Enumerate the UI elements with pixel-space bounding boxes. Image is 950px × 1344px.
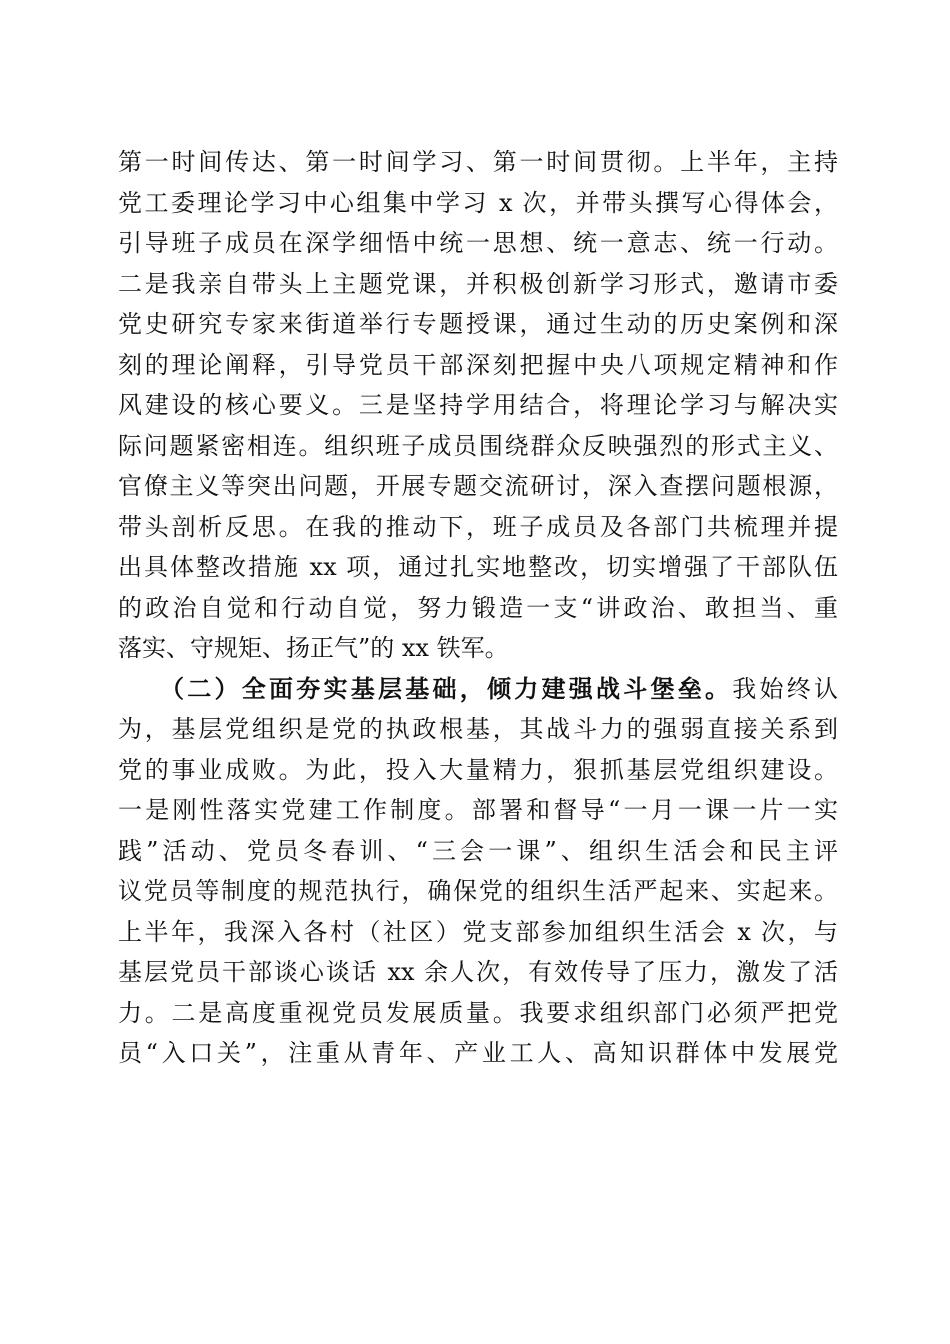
paragraph-line: 为，基层党组织是党的执政根基，其战斗力的强弱直接关系到 <box>118 715 838 743</box>
paragraph-line: 基层党员干部谈心谈话 xx 余人次，有效传导了压力，激发了活 <box>118 958 838 986</box>
paragraph-line: 践”活动、党员冬春训、“三会一课”、组织生活会和民主评 <box>118 836 838 865</box>
paragraph-line: 上半年，我深入各村（社区）党支部参加组织生活会 x 次，与 <box>118 917 838 946</box>
paragraph-line: 官僚主义等突出问题，开展专题交流研讨，深入查摆问题根源， <box>118 472 838 500</box>
paragraph-line: 党史研究专家来街道举行专题授课，通过生动的历史案例和深 <box>118 310 838 338</box>
paragraph-line: 一是刚性落实党建工作制度。部署和督导“一月一课一片一实 <box>118 796 838 824</box>
paragraph-line: 际问题紧密相连。组织班子成员围绕群众反映强烈的形式主义、 <box>118 431 838 460</box>
section-heading-line <box>118 669 838 710</box>
section-heading-continuation: 我始终认 <box>732 674 838 703</box>
section-heading: （二）全面夯实基层基础，倾力建强战斗堡垒。 <box>160 673 733 703</box>
paragraph-line: 员“入口关”，注重从青年、产业工人、高知识群体中发展党 <box>118 1039 838 1067</box>
paragraph-line: 议党员等制度的规范执行，确保党的组织生活严起来、实起来。 <box>118 877 838 905</box>
paragraph-line: 党工委理论学习中心组集中学习 x 次，并带头撰写心得体会， <box>118 188 838 217</box>
paragraph-line: 第一时间传达、第一时间学习、第一时间贯彻。上半年，主持 <box>118 148 838 176</box>
paragraph-line: 落实、守规矩、扬正气”的 xx 铁军。 <box>118 634 509 662</box>
paragraph-line: 刻的理论阐释，引导党员干部深刻把握中央八项规定精神和作 <box>118 350 838 379</box>
paragraph-line: 的政治自觉和行动自觉，努力锻造一支“讲政治、敢担当、重 <box>118 593 838 622</box>
paragraph-line: 二是我亲自带头上主题党课，并积极创新学习形式，邀请市委 <box>118 269 838 298</box>
paragraph-line: 带头剖析反思。在我的推动下，班子成员及各部门共梳理并提 <box>118 512 838 541</box>
paragraph-line: 引导班子成员在深学细悟中统一思想、统一意志、统一行动。 <box>118 229 838 257</box>
paragraph-line: 力。二是高度重视党员发展质量。我要求组织部门必须严把党 <box>118 998 838 1027</box>
paragraph-line: 出具体整改措施 xx 项，通过扎实地整改，切实增强了干部队伍 <box>118 553 838 581</box>
paragraph-line: 党的事业成败。为此，投入大量精力，狠抓基层党组织建设。 <box>118 755 838 784</box>
paragraph-line: 风建设的核心要义。三是坚持学用结合，将理论学习与解决实 <box>118 391 838 419</box>
body-text <box>118 142 838 1074</box>
